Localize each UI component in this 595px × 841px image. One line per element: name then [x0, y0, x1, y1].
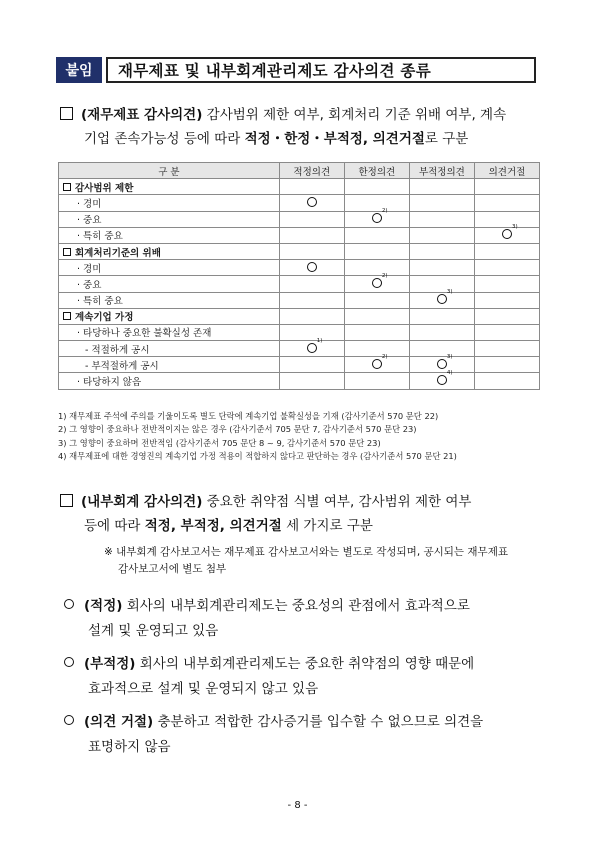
- circle-mark-icon: [437, 353, 453, 371]
- opinion-cell: [344, 324, 409, 340]
- table-row: [59, 260, 540, 276]
- table-row: [59, 243, 540, 259]
- table-row: [59, 276, 540, 292]
- section-heading: (내부회계 감사의견): [81, 494, 203, 510]
- checkbox-square-icon: [63, 183, 71, 191]
- circle-bullet-icon: [64, 657, 74, 667]
- section-text: 감사범위 제한 여부, 회계처리 기준 위배 여부, 계속: [202, 107, 507, 123]
- page-title: 재무제표 및 내부회계관리제도 감사의견 종류: [106, 57, 536, 83]
- table-row: [59, 373, 540, 389]
- opinion-cell: [409, 243, 474, 259]
- page-title-banner: [56, 57, 536, 83]
- opinion-cell: [409, 195, 474, 211]
- opinion-cell: [474, 179, 539, 195]
- footnote: 3) 그 영향이 중요하며 전반적임 (감사기준서 705 문단 8 ~ 9, 감사기준서 570 문단 23): [58, 437, 381, 448]
- section-financial-opinion: [60, 103, 506, 151]
- table-row: [59, 324, 540, 340]
- opinion-cell: [344, 227, 409, 243]
- opinion-cell: [279, 308, 344, 324]
- opinion-cell: [344, 272, 409, 292]
- opinion-cell: [474, 195, 539, 211]
- row-label: [59, 179, 280, 195]
- opinion-cell: [344, 260, 409, 276]
- circle-mark-icon: [307, 197, 317, 209]
- header-cell: 부적정의견: [409, 163, 474, 179]
- opinion-cell: [344, 179, 409, 195]
- opinion-cell: [279, 243, 344, 259]
- header-cell: 적정의견: [279, 163, 344, 179]
- section-text: 등에 따라: [84, 518, 145, 534]
- row-label: · 특히 중요: [59, 227, 280, 243]
- circle-mark-icon: [502, 224, 518, 241]
- checkbox-square-icon: [63, 248, 71, 256]
- section-text: 로 구분: [424, 131, 469, 147]
- opinion-cell: [409, 211, 474, 227]
- table-row: [59, 195, 540, 211]
- circle-bullet-icon: [64, 599, 74, 609]
- row-label: · 특히 중요: [59, 292, 280, 308]
- opinion-cell: [279, 260, 344, 276]
- bullet-text: 표명하지 않음: [88, 739, 171, 755]
- opinion-cell: [474, 373, 539, 389]
- note-line: ※ 내부회계 감사보고서는 재무제표 감사보고서와는 별도로 작성되며, 공시되는 재무제표: [104, 546, 508, 558]
- section-heading: (재무제표 감사의견): [81, 107, 203, 123]
- opinion-cell: [409, 289, 474, 308]
- circle-mark-icon: [307, 337, 323, 355]
- table-row: [59, 308, 540, 324]
- header-cell: 의견거절: [474, 163, 539, 179]
- circle-mark-icon: [307, 262, 317, 274]
- circle-mark-icon: [437, 289, 453, 306]
- row-label: · 경미: [59, 260, 280, 276]
- checkbox-square-icon: [63, 312, 71, 320]
- row-label: - 부적절하게 공시: [59, 357, 280, 373]
- opinion-cell: [474, 357, 539, 373]
- opinion-cell: [474, 341, 539, 357]
- opinion-cell: [344, 373, 409, 389]
- opinion-cell: [279, 195, 344, 211]
- attachment-tag: 붙임: [56, 57, 102, 83]
- row-label: · 경미: [59, 195, 280, 211]
- bullet-heading: (적정): [84, 598, 123, 614]
- checkbox-square-icon: [60, 107, 73, 120]
- circle-bullet-icon: [64, 715, 74, 725]
- opinion-cell: [474, 308, 539, 324]
- footnote-ref: 3): [446, 353, 453, 360]
- circle-mark-icon: [372, 272, 388, 290]
- opinion-cell: [279, 292, 344, 308]
- footnote-ref: 2): [381, 272, 388, 279]
- checkbox-square-icon: [60, 494, 73, 507]
- opinion-cell: [279, 357, 344, 373]
- opinion-cell: [474, 211, 539, 227]
- opinion-cell: [474, 224, 539, 243]
- opinion-cell: [409, 260, 474, 276]
- bullet-disclaimer: [64, 710, 483, 760]
- reference-note: [104, 544, 508, 578]
- section-text: 세 가지로 구분: [281, 518, 373, 534]
- row-label: · 중요: [59, 276, 280, 292]
- note-line: 감사보고서에 별도 첨부: [118, 563, 227, 575]
- bullet-adverse: [64, 652, 474, 702]
- opinion-cell: [279, 373, 344, 389]
- circle-mark-icon: [372, 208, 388, 225]
- table-row: [59, 179, 540, 195]
- footnote: 4) 재무제표에 대한 경영진의 계속기업 가정 적용이 적합하지 않다고 판단하는 경우 (감사기준서 570 문단 21): [58, 450, 457, 461]
- opinion-cell: [344, 341, 409, 357]
- opinion-cell: [409, 179, 474, 195]
- bullet-text: 효과적으로 설계 및 운영되지 않고 있음: [88, 681, 319, 697]
- row-label: - 적절하게 공시: [59, 341, 280, 357]
- opinion-cell: [409, 308, 474, 324]
- section-internal-control-opinion: [60, 490, 471, 538]
- page-number: - 8 -: [287, 800, 308, 811]
- opinion-cell: [279, 276, 344, 292]
- opinion-cell: [344, 208, 409, 227]
- bullet-text: 충분하고 적합한 감사증거를 입수할 수 없으므로 의견을: [153, 714, 484, 730]
- footnote-ref: 3): [511, 224, 518, 231]
- opinion-cell: [409, 276, 474, 292]
- section-emphasis: 적정, 부적정, 의견거절: [144, 518, 282, 534]
- opinion-cell: [474, 276, 539, 292]
- row-label-text: 회계처리기준의 위배: [75, 247, 161, 259]
- bullet-heading: (의견 거절): [84, 714, 154, 730]
- opinion-cell: [409, 353, 474, 373]
- opinion-cell: [344, 195, 409, 211]
- row-label: [59, 243, 280, 259]
- bullet-heading: (부적정): [84, 656, 136, 672]
- bullet-qualified: [64, 594, 470, 644]
- section-text: 기업 존속가능성 등에 따라: [84, 131, 245, 147]
- opinion-cell: [474, 260, 539, 276]
- header-cell: 한정의견: [344, 163, 409, 179]
- opinion-cell: [409, 341, 474, 357]
- row-label: · 중요: [59, 211, 280, 227]
- opinion-cell: [474, 292, 539, 308]
- opinion-cell: [279, 211, 344, 227]
- opinion-cell: [279, 324, 344, 340]
- opinion-cell: [344, 243, 409, 259]
- footnotes: [58, 410, 457, 463]
- opinion-cell: [474, 324, 539, 340]
- opinion-cell: [409, 370, 474, 389]
- footnote-ref: 3): [446, 289, 453, 296]
- row-label: · 타당하지 않음: [59, 373, 280, 389]
- table-row: [59, 292, 540, 308]
- footnote: 1) 재무제표 주석에 주의를 기울이도록 별도 단락에 계속기업 불확실성을 기재 (감사기준서 570 문단 22): [58, 411, 439, 421]
- opinion-cell: [279, 227, 344, 243]
- bullet-text: 설계 및 운영되고 있음: [88, 623, 219, 639]
- footnote-ref: 2): [381, 353, 388, 360]
- footnote: 2) 그 영향이 중요하나 전반적이지는 않은 경우 (감사기준서 705 문단 7, 감사기준서 570 문단 23): [58, 424, 417, 435]
- table-row: [59, 357, 540, 373]
- row-label: · 타당하나 중요한 불확실성 존재: [59, 324, 280, 340]
- opinion-cell: [344, 292, 409, 308]
- opinion-cell: [279, 179, 344, 195]
- opinion-cell: [279, 337, 344, 357]
- circle-mark-icon: [372, 353, 388, 371]
- opinion-cell: [409, 227, 474, 243]
- table-header-row: [59, 163, 540, 179]
- footnote-ref: 1): [316, 337, 323, 344]
- row-label: [59, 308, 280, 324]
- footnote-ref: 2): [381, 208, 388, 215]
- opinion-cell: [344, 353, 409, 373]
- opinion-cell: [409, 324, 474, 340]
- opinion-cell: [474, 243, 539, 259]
- table-row: [59, 227, 540, 243]
- table-row: [59, 211, 540, 227]
- footnote-ref: 4): [446, 370, 453, 377]
- section-text: 중요한 취약점 식별 여부, 감사범위 제한 여부: [202, 494, 472, 510]
- section-emphasis: 적정・한정・부적정, 의견거절: [244, 131, 425, 147]
- row-label-text: 감사범위 제한: [75, 182, 134, 194]
- row-label-text: 계속기업 가정: [75, 312, 134, 324]
- bullet-text: 회사의 내부회계관리제도는 중요성의 관점에서 효과적으로: [122, 598, 470, 614]
- circle-mark-icon: [437, 370, 453, 387]
- opinion-table: [58, 162, 540, 390]
- table-row: [59, 341, 540, 357]
- bullet-text: 회사의 내부회계관리제도는 중요한 취약점의 영향 때문에: [135, 656, 475, 672]
- opinion-cell: [344, 308, 409, 324]
- header-cell: 구 분: [59, 163, 280, 179]
